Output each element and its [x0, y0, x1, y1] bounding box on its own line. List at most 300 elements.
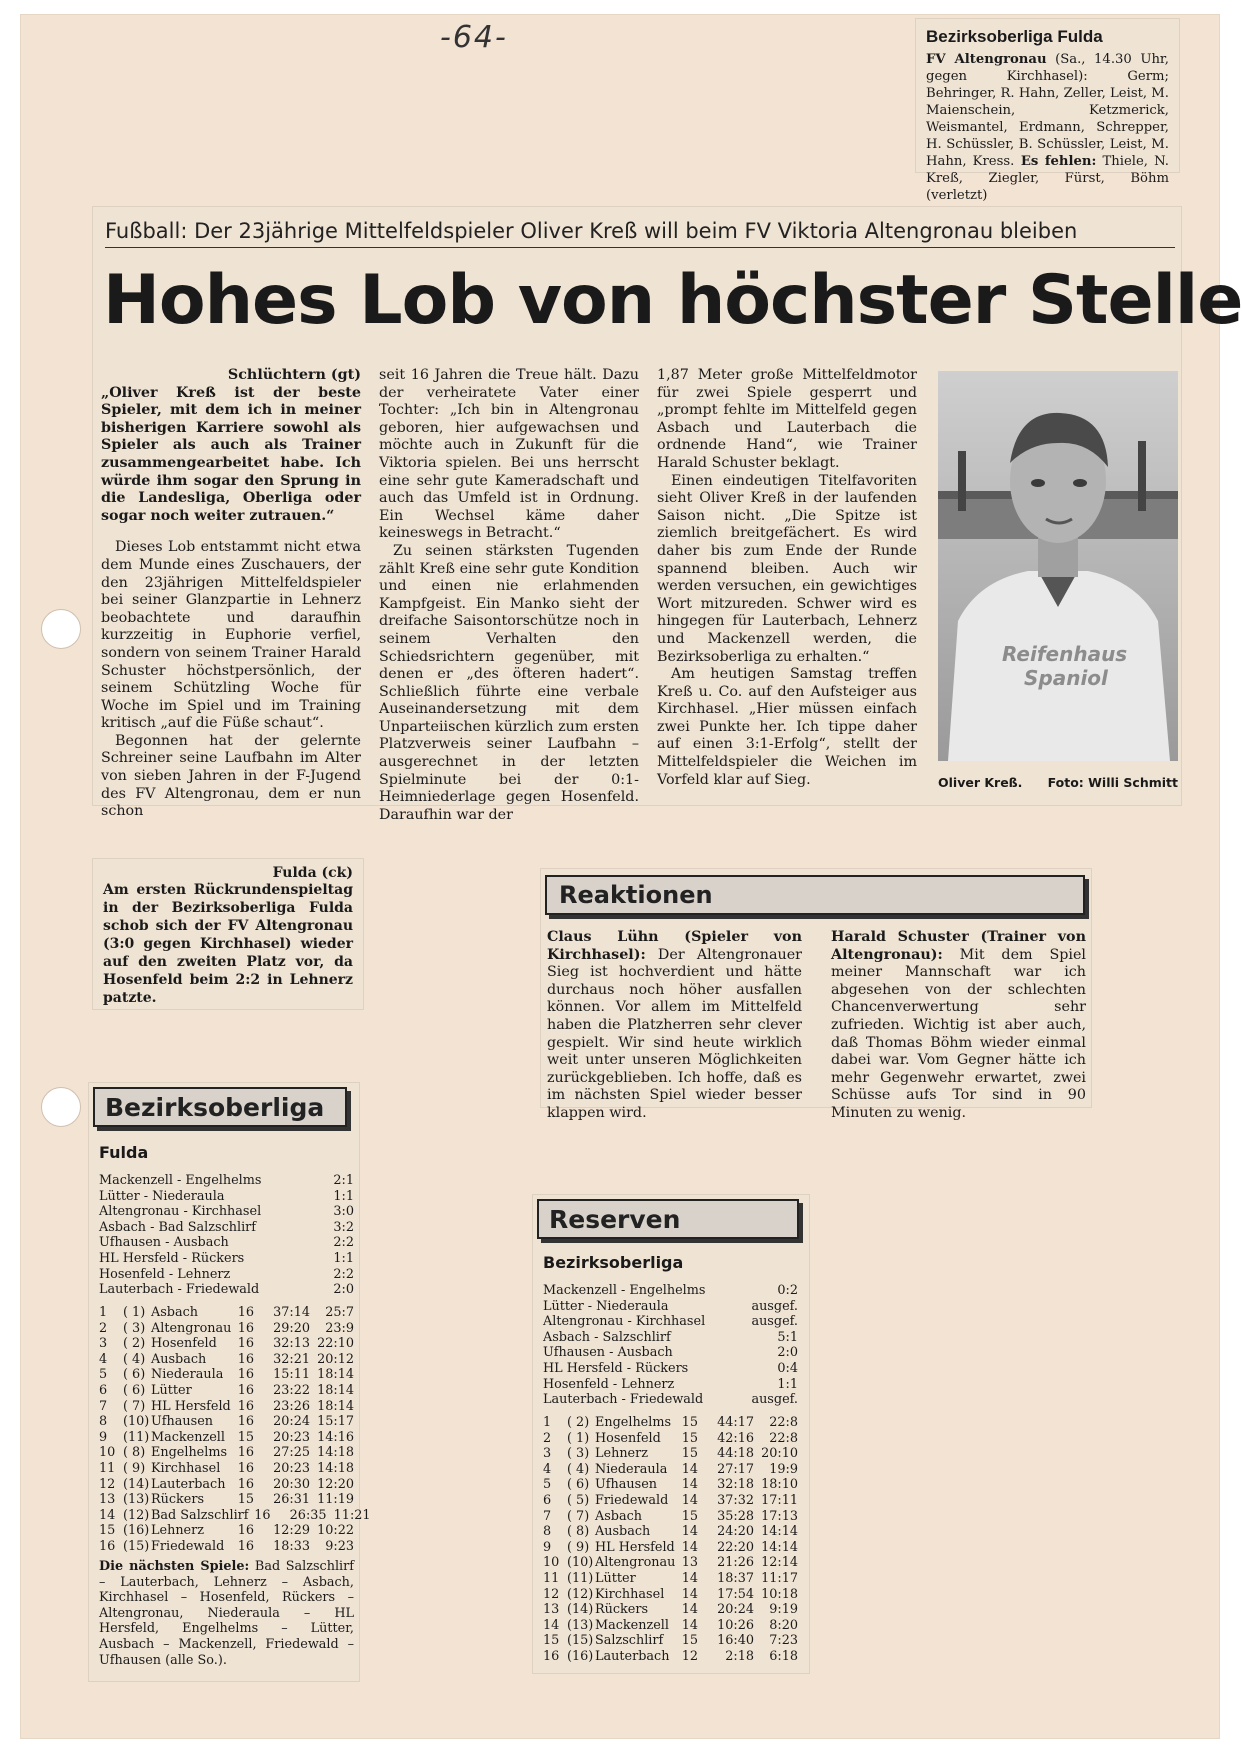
standings-games: 16 — [237, 1367, 254, 1383]
standings-games: 16 — [237, 1476, 254, 1492]
standings-row — [99, 1430, 354, 1446]
result-match: Asbach - Bad Salzschlirf — [99, 1219, 257, 1235]
standings-pos: 5 — [99, 1367, 108, 1383]
standings-team: Kirchhasel — [151, 1460, 221, 1476]
standings-pos: 15 — [543, 1633, 560, 1649]
standings-games: 16 — [237, 1320, 254, 1336]
standings-row — [99, 1414, 354, 1430]
standings-pos: 2 — [543, 1430, 552, 1446]
standings-games: 16 — [254, 1507, 271, 1523]
standings-row — [543, 1602, 798, 1618]
standings-pos: 7 — [543, 1508, 552, 1524]
standings-team: Altengronau — [151, 1320, 232, 1336]
standings-points: 9:23 — [325, 1538, 354, 1554]
standings-row — [99, 1336, 354, 1352]
standings-points: 11:21 — [333, 1507, 371, 1523]
standings-games: 14 — [681, 1539, 698, 1555]
player-photo — [938, 371, 1178, 761]
standings-games: 16 — [237, 1398, 254, 1414]
standings-points: 6:18 — [769, 1648, 798, 1664]
standings-games: 14 — [681, 1602, 698, 1618]
standings-games: 14 — [681, 1492, 698, 1508]
result-match: Mackenzell - Engelhelms — [99, 1173, 262, 1188]
standings-games: 12 — [681, 1648, 698, 1664]
result-score: 2:2 — [333, 1266, 354, 1282]
standings-games: 15 — [681, 1430, 698, 1446]
standings-row — [543, 1477, 798, 1493]
standings-row — [543, 1493, 798, 1509]
standings-pos: 2 — [99, 1320, 108, 1336]
standings-pos: 12 — [543, 1586, 560, 1602]
standings-prev: (14) — [567, 1602, 594, 1618]
result-row — [99, 1173, 354, 1189]
standings-prev: (15) — [123, 1538, 150, 1554]
standings-prev: ( 6) — [567, 1477, 590, 1493]
standings-row — [99, 1445, 354, 1461]
standings-goals: 21:26 — [717, 1555, 754, 1571]
standings-row — [99, 1492, 354, 1508]
punch-hole — [41, 609, 81, 649]
standings-games: 15 — [681, 1446, 698, 1462]
article-headline: Hohes Lob von höchster Stelle — [103, 261, 1242, 340]
result-match: Altengronau - Kirchhasel — [99, 1204, 262, 1220]
result-row — [99, 1204, 354, 1220]
standings-points: 22:10 — [317, 1336, 354, 1352]
standings-points: 25:7 — [325, 1305, 354, 1320]
standings-games: 14 — [681, 1524, 698, 1540]
reaction-left-text: Der Altengronauer Sieg ist hochverdient und hätte durchaus noch höher ausfallen können. Vor allem im Mittelfeld haben die Platzherren sehr clever gespielt. Wir sind heute wirklich weit unter unseren Möglichkeiten zurückgeblieben. Ich hoffe, daß es im nächsten Spiel wieder besser klappen wird. — [547, 946, 802, 1121]
league-standings — [99, 1305, 371, 1555]
standings-team: Asbach — [595, 1508, 643, 1524]
standings-points: 19:9 — [769, 1461, 798, 1477]
standings-points: 10:18 — [761, 1586, 798, 1602]
standings-prev: ( 8) — [567, 1524, 590, 1540]
standings-pos: 10 — [99, 1445, 116, 1461]
standings-row — [543, 1446, 798, 1462]
standings-row — [543, 1633, 798, 1649]
result-score: 3:0 — [333, 1204, 354, 1220]
standings-games: 16 — [237, 1460, 254, 1476]
article-column-1 — [101, 367, 361, 821]
result-score: 0:4 — [777, 1360, 798, 1376]
result-row — [543, 1299, 798, 1315]
standings-prev: ( 1) — [123, 1305, 146, 1320]
standings-pos: 8 — [99, 1414, 108, 1430]
punch-hole — [41, 1087, 81, 1127]
standings-goals: 12:29 — [273, 1523, 310, 1539]
standings-row — [543, 1540, 798, 1556]
standings-team: Asbach — [151, 1305, 199, 1320]
standings-row — [543, 1649, 798, 1665]
standings-goals: 20:24 — [273, 1414, 310, 1430]
standings-row — [99, 1539, 354, 1555]
article-paragraph: seit 16 Jahren die Treue hält. Dazu der verheiratete Vater einer Tochter: „Ich bin in Altengronau geboren, hier aufgewachsen und möchte auch in Zukunft für die Viktoria spielen. Bei uns herrscht eine sehr gute Kameradschaft und auch das Umfeld ist in Ordnung. Ein Wechsel käme daher keineswegs in Betracht.“ — [379, 367, 639, 542]
article-paragraph: Zu seinen stärksten Tugenden zählt Kreß eine sehr gute Kondition und einen nie erlahmenden Kampfgeist. Ein Manko sieht der dreifache Saisontorschütze noch in seinem Verhalten den Schiedsrichtern gegenüber, mit denen er „des öfteren hadert“. Schließlich führte eine verbale Auseinandersetzung mit dem Unparteiischen kürzlich zum ersten Platzverweis seiner Laufbahn – ausgerechnet in der letzten Spielminute bei der 0:1-Heimniederlage gegen Hosenfeld. Daraufhin war der — [379, 542, 639, 823]
article-paragraph: Begonnen hat der gelernte Schreiner seine Laufbahn im Alter von sieben Jahren in der F-Jugend des FV Altengronau, dem er nun schon — [101, 732, 361, 820]
standings-prev: (11) — [123, 1429, 150, 1445]
standings-games: 13 — [681, 1555, 698, 1571]
standings-goals: 37:14 — [273, 1305, 310, 1320]
standings-pos: 1 — [543, 1415, 552, 1430]
standings-pos: 9 — [543, 1539, 552, 1555]
standings-pos: 12 — [99, 1476, 116, 1492]
reserves-standings — [543, 1415, 798, 1665]
standings-points: 20:12 — [317, 1351, 354, 1367]
standings-team: Hosenfeld — [151, 1336, 217, 1352]
standings-team: Lehnerz — [595, 1446, 648, 1462]
standings-team: Bad Salzschlirf — [151, 1507, 249, 1523]
standings-goals: 32:21 — [273, 1351, 310, 1367]
result-score: ausgef. — [751, 1314, 798, 1330]
standings-goals: 17:54 — [717, 1586, 754, 1602]
standings-points: 18:10 — [761, 1477, 798, 1493]
standings-prev: ( 2) — [123, 1336, 146, 1352]
standings-prev: (15) — [567, 1633, 594, 1649]
fulda-note-text: Am ersten Rückrundenspieltag in der Bezirksoberliga Fulda schob sich der FV Altengronau (3:0 gegen Kirchhasel) wieder auf den zweiten Platz vor, da Hosenfeld beim 2:2 in Lehnerz patzte. — [103, 882, 353, 1006]
standings-team: Lütter — [595, 1570, 636, 1586]
standings-row — [99, 1477, 354, 1493]
article-lead: „Oliver Kreß ist der beste Spieler, mit dem ich in meiner bisherigen Karriere sowohl als Spieler als auch als Trainer zusammengearbeitet habe. Ich würde ihm sogar den Sprung in die Landesliga, Oberliga oder sogar noch weiter zutrauen.“ — [101, 384, 361, 524]
standings-goals: 23:22 — [273, 1382, 310, 1398]
standings-team: HL Hersfeld — [595, 1539, 675, 1555]
article-paragraph: Dieses Lob entstammt nicht etwa dem Munde eines Zuschauers, der den 23jährigen Mittelfeldspieler bei seiner Glanzpartie in Lehnerz beobachtete und daraufhin kurzzeitig in Euphorie verfiel, sondern von seinem Trainer Harald Schuster höchstpersönlich, der seinem Schützling Woche für Woche im Spiel und im Training kritisch „auf die Füße schaut“. — [101, 539, 361, 732]
standings-pos: 4 — [99, 1351, 108, 1367]
standings-row — [543, 1587, 798, 1603]
standings-row — [543, 1524, 798, 1540]
standings-pos: 10 — [543, 1555, 560, 1571]
standings-row — [99, 1367, 354, 1383]
standings-points: 11:17 — [761, 1570, 798, 1586]
lineup-missing-label: Es fehlen: — [1014, 154, 1097, 169]
standings-goals: 20:30 — [273, 1476, 310, 1492]
standings-games: 15 — [681, 1415, 698, 1430]
result-match: Altengronau - Kirchhasel — [543, 1314, 706, 1330]
standings-prev: (14) — [123, 1476, 150, 1492]
result-row — [99, 1220, 354, 1236]
league-table-box — [88, 1082, 371, 1682]
standings-goals: 18:33 — [273, 1538, 310, 1554]
standings-goals: 26:35 — [289, 1507, 327, 1523]
standings-points: 15:17 — [317, 1414, 354, 1430]
standings-pos: 16 — [99, 1538, 116, 1554]
standings-points: 18:14 — [317, 1367, 354, 1383]
reactions-title: Reaktionen — [545, 875, 1085, 915]
standings-points: 14:18 — [317, 1460, 354, 1476]
standings-row — [99, 1321, 354, 1337]
standings-pos: 8 — [543, 1524, 552, 1540]
caption-name: Oliver Kreß. — [938, 775, 1023, 790]
standings-prev: ( 7) — [123, 1398, 146, 1414]
standings-pos: 14 — [99, 1507, 116, 1523]
standings-team: Engelhelms — [151, 1445, 228, 1461]
standings-team: HL Hersfeld — [151, 1398, 231, 1414]
standings-prev: (16) — [567, 1648, 594, 1664]
result-row — [543, 1314, 798, 1330]
result-row — [543, 1392, 798, 1408]
standings-row — [99, 1461, 354, 1477]
standings-goals: 44:17 — [717, 1415, 754, 1430]
standings-goals: 20:24 — [717, 1602, 754, 1618]
standings-points: 12:20 — [317, 1476, 354, 1492]
standings-games: 16 — [237, 1538, 254, 1554]
standings-team: Salzschlirf — [595, 1633, 664, 1649]
standings-pos: 6 — [543, 1492, 552, 1508]
standings-row — [543, 1618, 798, 1634]
standings-prev: (10) — [123, 1414, 150, 1430]
standings-goals: 35:28 — [717, 1508, 754, 1524]
standings-pos: 13 — [543, 1602, 560, 1618]
standings-points: 17:11 — [761, 1492, 798, 1508]
reaction-right — [831, 929, 1086, 1123]
result-match: Asbach - Salzschlirf — [543, 1329, 671, 1345]
standings-points: 17:13 — [761, 1508, 798, 1524]
standings-prev: (13) — [567, 1617, 594, 1633]
standings-pos: 15 — [99, 1523, 116, 1539]
standings-team: Niederaula — [595, 1461, 668, 1477]
standings-games: 15 — [237, 1429, 254, 1445]
result-score: 5:1 — [777, 1329, 798, 1345]
result-match: HL Hersfeld - Rückers — [99, 1250, 245, 1266]
standings-team: Lauterbach — [151, 1476, 226, 1492]
standings-points: 20:10 — [761, 1446, 798, 1462]
standings-pos: 13 — [99, 1492, 116, 1508]
standings-games: 15 — [681, 1633, 698, 1649]
standings-row — [99, 1383, 354, 1399]
standings-prev: ( 7) — [567, 1508, 590, 1524]
standings-team: Rückers — [595, 1602, 649, 1618]
standings-team: Niederaula — [151, 1367, 224, 1383]
result-score: 1:1 — [333, 1250, 354, 1266]
standings-points: 18:14 — [317, 1382, 354, 1398]
result-score: ausgef. — [751, 1298, 798, 1314]
standings-goals: 42:16 — [717, 1430, 754, 1446]
standings-points: 9:19 — [769, 1602, 798, 1618]
standings-row — [543, 1555, 798, 1571]
standings-games: 15 — [237, 1492, 254, 1508]
page-number-mark: -64- — [440, 20, 508, 55]
standings-games: 16 — [237, 1445, 254, 1461]
standings-prev: ( 3) — [123, 1320, 146, 1336]
standings-prev: ( 1) — [567, 1430, 590, 1446]
standings-team: Mackenzell — [151, 1429, 225, 1445]
player-photo-illustration — [938, 371, 1178, 761]
standings-games: 16 — [237, 1523, 254, 1539]
standings-team: Lütter — [151, 1382, 192, 1398]
league-subtitle: Fulda — [99, 1143, 149, 1162]
standings-points: 14:14 — [761, 1539, 798, 1555]
lineup-text — [926, 51, 1169, 204]
next-games-label: Die nächsten Spiele: — [99, 1559, 250, 1574]
standings-prev: (12) — [567, 1586, 594, 1602]
lineup-missing: Thiele, N. Kreß, Ziegler, Fürst, Böhm (verletzt) — [926, 154, 1169, 203]
article-column-2 — [379, 367, 639, 824]
reserves-table-box — [532, 1194, 810, 1674]
standings-row — [99, 1352, 354, 1368]
standings-games: 14 — [681, 1570, 698, 1586]
next-games-text: Bad Salzschlirf – Lauterbach, Lehnerz – Asbach, Kirchhasel – Hosenfeld, Rückers – Altengronau, Niederaula – HL Hersfeld, Engelhelms – Lütter, Ausbach – Mackenzell, Friedewald – Ufhausen (alle So.). — [99, 1559, 355, 1668]
result-score: 3:2 — [333, 1219, 354, 1235]
lineup-title: Bezirksoberliga Fulda — [926, 27, 1103, 46]
standings-games: 16 — [237, 1382, 254, 1398]
result-score: 1:1 — [333, 1188, 354, 1204]
standings-games: 14 — [681, 1477, 698, 1493]
standings-pos: 3 — [543, 1446, 552, 1462]
shirt-sponsor-text: Reifenhaus — [1002, 642, 1128, 666]
result-row — [99, 1267, 354, 1283]
standings-goals: 26:31 — [273, 1492, 310, 1508]
standings-prev: (10) — [567, 1555, 594, 1571]
standings-team: Lehnerz — [151, 1523, 204, 1539]
article-column-3 — [657, 367, 917, 789]
result-match: Lütter - Niederaula — [543, 1298, 669, 1314]
standings-points: 14:14 — [761, 1524, 798, 1540]
standings-games: 15 — [681, 1508, 698, 1524]
article-kicker: Fußball: Der 23jährige Mittelfeldspieler Oliver Kreß will beim FV Viktoria Altengronau bleiben — [105, 219, 1175, 248]
shirt-sponsor-text: Spaniol — [1024, 666, 1108, 690]
standings-goals: 20:23 — [273, 1429, 310, 1445]
standings-team: Mackenzell — [595, 1617, 669, 1633]
standings-team: Ausbach — [151, 1351, 207, 1367]
standings-team: Hosenfeld — [595, 1430, 661, 1446]
standings-team: Engelhelms — [595, 1415, 672, 1430]
standings-row — [99, 1507, 371, 1524]
standings-points: 11:19 — [317, 1492, 354, 1508]
result-score: 2:0 — [333, 1282, 354, 1298]
standings-points: 22:8 — [769, 1430, 798, 1446]
standings-goals: 16:40 — [717, 1633, 754, 1649]
result-score: 2:2 — [333, 1235, 354, 1251]
result-match: Mackenzell - Engelhelms — [543, 1283, 706, 1298]
standings-goals: 29:20 — [273, 1320, 310, 1336]
standings-pos: 11 — [543, 1570, 560, 1586]
standings-goals: 44:18 — [717, 1446, 754, 1462]
result-row — [543, 1330, 798, 1346]
result-match: Lauterbach - Friedewald — [543, 1392, 704, 1408]
standings-games: 14 — [681, 1586, 698, 1602]
standings-pos: 14 — [543, 1617, 560, 1633]
article-paragraph: Am heutigen Samstag treffen Kreß u. Co. auf den Aufsteiger aus Kirchhasel. „Hier müssen einfach zwei Punkte her. Ich tippe daher auf einen 3:1-Erfolg“, stellt der Mittelfeldspieler die Weichen im Vorfeld klar auf Sieg. — [657, 666, 917, 788]
standings-games: 16 — [237, 1414, 254, 1430]
standings-points: 23:9 — [325, 1320, 354, 1336]
standings-goals: 2:18 — [725, 1648, 754, 1664]
standings-pos: 4 — [543, 1461, 552, 1477]
reaction-left-name: Claus Lühn (Spieler von Kirchhasel): — [547, 929, 802, 963]
standings-row — [543, 1509, 798, 1525]
standings-goals: 37:32 — [717, 1492, 754, 1508]
standings-goals: 27:17 — [717, 1461, 754, 1477]
standings-points: 14:16 — [317, 1429, 354, 1445]
photo-caption — [938, 775, 1178, 790]
standings-points: 10:22 — [317, 1523, 354, 1539]
standings-pos: 5 — [543, 1477, 552, 1493]
standings-team: Kirchhasel — [595, 1586, 665, 1602]
standings-prev: ( 4) — [123, 1351, 146, 1367]
standings-prev: ( 6) — [123, 1382, 146, 1398]
standings-prev: ( 5) — [567, 1492, 590, 1508]
result-score: 0:2 — [777, 1283, 798, 1298]
standings-goals: 10:26 — [717, 1617, 754, 1633]
standings-team: Ausbach — [595, 1524, 651, 1540]
standings-points: 18:14 — [317, 1398, 354, 1414]
standings-games: 16 — [237, 1336, 254, 1352]
article-paragraph: Einen eindeutigen Titelfavoriten sieht Oliver Kreß in der laufenden Saison nicht. „Die Spitze ist ziemlich breitgefächert. Es wird daher bis zum Ende der Runde spannend bleiben. Auch wir werden versuchen, ein gewichtiges Wort mitzureden. Schwer wird es hingegen für Lauterbach, Lehnerz und Mackenzell werden, die Bezirksoberliga zu erhalten.“ — [657, 472, 917, 665]
standings-pos: 9 — [99, 1429, 108, 1445]
standings-prev: ( 8) — [123, 1445, 146, 1461]
result-row — [543, 1361, 798, 1377]
result-match: Lütter - Niederaula — [99, 1188, 225, 1204]
standings-points: 8:20 — [769, 1617, 798, 1633]
result-match: Hosenfeld - Lehnerz — [543, 1376, 675, 1392]
reserves-table-title: Reserven — [537, 1199, 799, 1239]
result-row — [99, 1282, 354, 1298]
article-dateline: Schlüchtern (gt) — [227, 367, 361, 383]
standings-games: 14 — [681, 1461, 698, 1477]
standings-games: 16 — [237, 1305, 254, 1320]
reaction-right-text: Mit dem Spiel meiner Mannschaft war ich abgesehen von der schlechten Chancenverwertung sehr zufrieden. Wichtig ist aber auch, daß Thomas Böhm wieder einmal dabei war. Vom Gegner hätte ich mehr Gegenwehr erwartet, zwei Schüsse aufs Tor sind in 90 Minuten zu wenig. — [831, 946, 1086, 1121]
standings-games: 14 — [681, 1617, 698, 1633]
standings-pos: 11 — [99, 1460, 116, 1476]
standings-pos: 6 — [99, 1382, 108, 1398]
standings-row — [543, 1415, 798, 1431]
standings-points: 22:8 — [769, 1415, 798, 1430]
lineup-clipping — [915, 18, 1180, 203]
standings-goals: 20:23 — [273, 1460, 310, 1476]
standings-games: 16 — [237, 1351, 254, 1367]
result-row — [543, 1345, 798, 1361]
standings-team: Ufhausen — [151, 1414, 214, 1430]
standings-prev: ( 9) — [567, 1539, 590, 1555]
standings-goals: 22:20 — [717, 1539, 754, 1555]
standings-row — [99, 1399, 354, 1415]
fulda-note-dateline: Fulda (ck) — [272, 865, 353, 881]
reaction-left — [547, 929, 802, 1123]
standings-goals: 32:13 — [273, 1336, 310, 1352]
standings-row — [99, 1305, 354, 1321]
result-match: Ufhausen - Ausbach — [543, 1345, 673, 1361]
standings-prev: ( 3) — [567, 1446, 590, 1462]
reactions-box — [540, 868, 1092, 1121]
standings-team: Friedewald — [595, 1492, 669, 1508]
result-match: Ufhausen - Ausbach — [99, 1235, 229, 1251]
fulda-note — [92, 858, 364, 1010]
standings-prev: (11) — [567, 1570, 594, 1586]
standings-pos: 16 — [543, 1648, 560, 1664]
standings-points: 12:14 — [761, 1555, 798, 1571]
standings-prev: ( 6) — [123, 1367, 146, 1383]
result-score: 2:0 — [777, 1345, 798, 1361]
standings-prev: (16) — [123, 1523, 150, 1539]
standings-goals: 32:18 — [717, 1477, 754, 1493]
reserves-subtitle: Bezirksoberliga — [543, 1253, 684, 1272]
standings-goals: 24:20 — [717, 1524, 754, 1540]
standings-prev: ( 4) — [567, 1461, 590, 1477]
next-games — [99, 1559, 354, 1668]
league-table-title: Bezirksoberliga — [93, 1087, 347, 1127]
result-match: HL Hersfeld - Rückers — [543, 1360, 689, 1376]
reserves-results — [543, 1283, 798, 1408]
standings-team: Ufhausen — [595, 1477, 658, 1493]
standings-goals: 18:37 — [717, 1570, 754, 1586]
result-row — [543, 1377, 798, 1393]
standings-goals: 27:25 — [273, 1445, 310, 1461]
league-results — [99, 1173, 354, 1298]
standings-points: 14:18 — [317, 1445, 354, 1461]
reaction-right-name: Harald Schuster (Trainer von Altengronau): — [831, 929, 1086, 963]
standings-pos: 7 — [99, 1398, 108, 1414]
standings-goals: 23:26 — [273, 1398, 310, 1414]
standings-pos: 3 — [99, 1336, 108, 1352]
result-score: 2:1 — [333, 1173, 354, 1188]
